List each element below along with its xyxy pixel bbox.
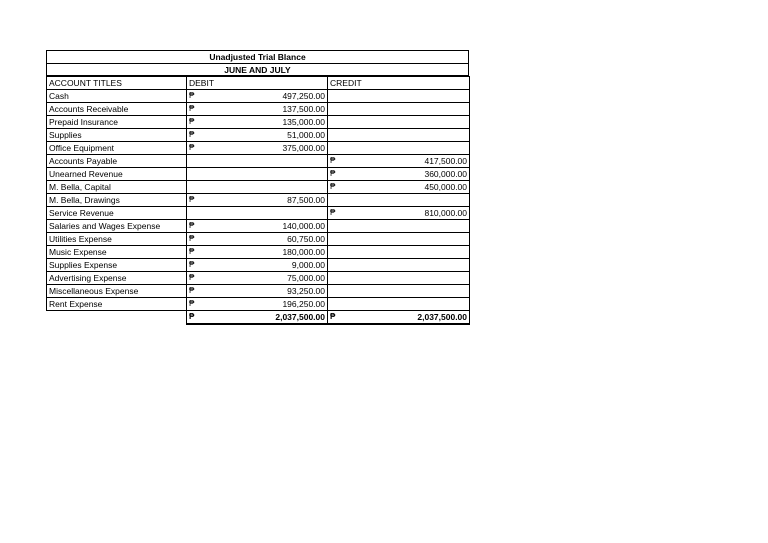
total-credit-currency-symbol: ₱ [328, 311, 342, 325]
account-title-cell: Rent Expense [47, 298, 187, 311]
debit-currency-symbol [187, 207, 201, 220]
account-title-cell: Music Expense [47, 246, 187, 259]
account-title-cell: Advertising Expense [47, 272, 187, 285]
account-title-cell: Office Equipment [47, 142, 187, 155]
column-header-account: ACCOUNT TITLES [47, 77, 187, 90]
account-title-cell: Prepaid Insurance [47, 116, 187, 129]
credit-amount-cell [342, 129, 470, 142]
table-row [47, 129, 470, 142]
table-row [47, 207, 470, 220]
credit-amount-cell [342, 233, 470, 246]
account-title-cell: Utilities Expense [47, 233, 187, 246]
column-header-credit: CREDIT [328, 77, 470, 90]
trial-balance-sheet [46, 50, 469, 325]
credit-amount-cell [342, 116, 470, 129]
table-row [47, 194, 470, 207]
credit-amount-cell [342, 220, 470, 233]
debit-currency-symbol [187, 155, 201, 168]
debit-amount-cell: 375,000.00 [201, 142, 328, 155]
column-header-row [47, 77, 470, 90]
credit-amount-cell: 360,000.00 [342, 168, 470, 181]
debit-amount-cell [201, 207, 328, 220]
total-credit-amount: 2,037,500.00 [342, 311, 470, 325]
column-header-debit: DEBIT [187, 77, 328, 90]
account-title-cell: M. Bella, Capital [47, 181, 187, 194]
credit-amount-cell [342, 142, 470, 155]
debit-amount-cell: 140,000.00 [201, 220, 328, 233]
debit-amount-cell: 87,500.00 [201, 194, 328, 207]
table-row [47, 90, 470, 103]
credit-amount-cell: 810,000.00 [342, 207, 470, 220]
credit-amount-cell [342, 246, 470, 259]
debit-amount-cell: 9,000.00 [201, 259, 328, 272]
credit-amount-cell [342, 298, 470, 311]
report-period: JUNE AND JULY [46, 63, 469, 76]
debit-currency-symbol: ₱ [187, 116, 201, 129]
account-title-cell: M. Bella, Drawings [47, 194, 187, 207]
debit-currency-symbol [187, 168, 201, 181]
debit-currency-symbol: ₱ [187, 285, 201, 298]
credit-currency-symbol [328, 129, 342, 142]
debit-currency-symbol: ₱ [187, 233, 201, 246]
credit-currency-symbol [328, 103, 342, 116]
trial-balance-table [46, 76, 470, 325]
debit-amount-cell: 497,250.00 [201, 90, 328, 103]
debit-amount-cell: 196,250.00 [201, 298, 328, 311]
table-row [47, 116, 470, 129]
debit-amount-cell: 93,250.00 [201, 285, 328, 298]
debit-amount-cell: 135,000.00 [201, 116, 328, 129]
credit-currency-symbol: ₱ [328, 181, 342, 194]
credit-amount-cell [342, 272, 470, 285]
table-row [47, 272, 470, 285]
total-debit-currency-symbol: ₱ [187, 311, 201, 325]
credit-currency-symbol [328, 246, 342, 259]
debit-currency-symbol: ₱ [187, 129, 201, 142]
report-title: Unadjusted Trial Blance [46, 50, 469, 63]
table-row [47, 285, 470, 298]
account-title-cell: Unearned Revenue [47, 168, 187, 181]
table-row [47, 168, 470, 181]
table-row [47, 246, 470, 259]
table-row [47, 259, 470, 272]
debit-currency-symbol: ₱ [187, 298, 201, 311]
credit-amount-cell: 450,000.00 [342, 181, 470, 194]
credit-currency-symbol [328, 194, 342, 207]
debit-currency-symbol: ₱ [187, 246, 201, 259]
credit-currency-symbol [328, 220, 342, 233]
credit-currency-symbol [328, 116, 342, 129]
credit-amount-cell [342, 285, 470, 298]
totals-label-cell [47, 311, 187, 325]
debit-currency-symbol: ₱ [187, 220, 201, 233]
table-row [47, 103, 470, 116]
debit-currency-symbol: ₱ [187, 272, 201, 285]
credit-currency-symbol [328, 259, 342, 272]
debit-amount-cell: 180,000.00 [201, 246, 328, 259]
debit-currency-symbol: ₱ [187, 90, 201, 103]
account-title-cell: Supplies Expense [47, 259, 187, 272]
credit-currency-symbol [328, 285, 342, 298]
table-row [47, 220, 470, 233]
credit-amount-cell [342, 259, 470, 272]
totals-row [47, 311, 470, 325]
credit-currency-symbol [328, 272, 342, 285]
credit-currency-symbol: ₱ [328, 168, 342, 181]
debit-currency-symbol: ₱ [187, 259, 201, 272]
account-title-cell: Service Revenue [47, 207, 187, 220]
debit-amount-cell: 60,750.00 [201, 233, 328, 246]
debit-currency-symbol: ₱ [187, 194, 201, 207]
total-debit-amount: 2,037,500.00 [201, 311, 328, 325]
credit-currency-symbol [328, 233, 342, 246]
account-title-cell: Miscellaneous Expense [47, 285, 187, 298]
credit-currency-symbol [328, 142, 342, 155]
account-title-cell: Accounts Receivable [47, 103, 187, 116]
credit-amount-cell [342, 194, 470, 207]
account-title-cell: Supplies [47, 129, 187, 142]
debit-currency-symbol: ₱ [187, 142, 201, 155]
debit-amount-cell: 75,000.00 [201, 272, 328, 285]
debit-amount-cell [201, 168, 328, 181]
credit-currency-symbol: ₱ [328, 207, 342, 220]
debit-currency-symbol: ₱ [187, 103, 201, 116]
table-row [47, 181, 470, 194]
table-row [47, 233, 470, 246]
table-row [47, 142, 470, 155]
debit-amount-cell: 51,000.00 [201, 129, 328, 142]
debit-amount-cell [201, 155, 328, 168]
table-row [47, 298, 470, 311]
credit-amount-cell [342, 90, 470, 103]
credit-currency-symbol [328, 298, 342, 311]
credit-currency-symbol [328, 90, 342, 103]
table-row [47, 155, 470, 168]
debit-currency-symbol [187, 181, 201, 194]
account-title-cell: Salaries and Wages Expense [47, 220, 187, 233]
credit-amount-cell [342, 103, 470, 116]
debit-amount-cell: 137,500.00 [201, 103, 328, 116]
credit-amount-cell: 417,500.00 [342, 155, 470, 168]
debit-amount-cell [201, 181, 328, 194]
account-title-cell: Accounts Payable [47, 155, 187, 168]
credit-currency-symbol: ₱ [328, 155, 342, 168]
account-title-cell: Cash [47, 90, 187, 103]
